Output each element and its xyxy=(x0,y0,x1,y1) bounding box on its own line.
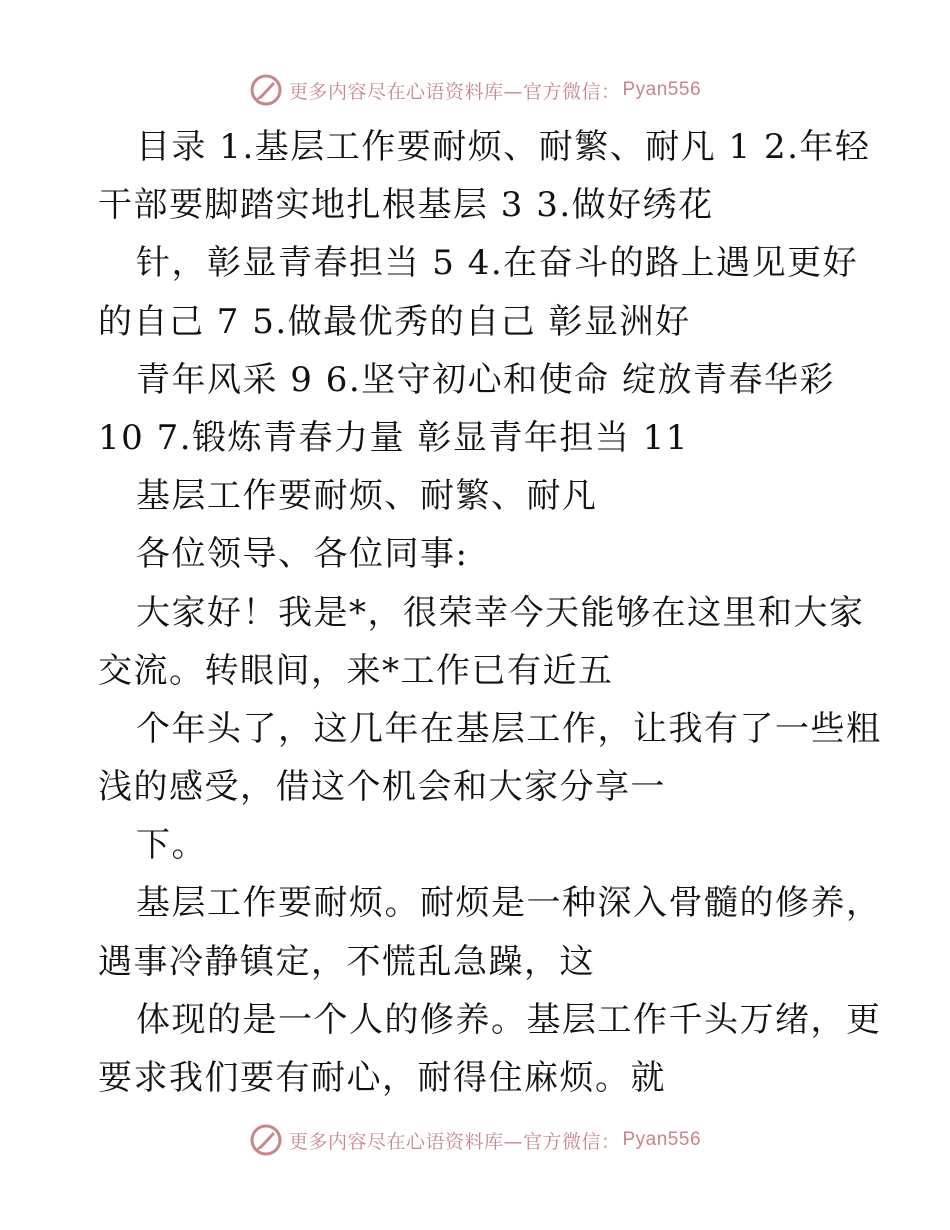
watermark-text: 更多内容尽在心语资料库—官方微信： xyxy=(288,1130,621,1153)
document-body xyxy=(98,118,882,1107)
watermark-wechat-id: Pyan556 xyxy=(622,79,702,100)
text-line: 青年风采 9 6.坚守初心和使命 绽放青春华彩 xyxy=(136,359,835,400)
watermark-wechat-id: Pyan556 xyxy=(622,1129,702,1150)
text-line: 浅的感受，借这个机会和大家分享一 xyxy=(98,767,666,808)
section-heading: 基层工作要耐烦、耐繁、耐凡 xyxy=(136,476,598,517)
text-line: 干部要脚踏实地扎根基层 3 3.做好绣花 xyxy=(98,185,714,226)
quill-logo-icon xyxy=(249,1123,283,1157)
text-line: 的自己 7 5.做最优秀的自己 彰显洲好 xyxy=(98,301,691,342)
watermark-text: 更多内容尽在心语资料库—官方微信： xyxy=(288,80,621,103)
salutation: 各位领导、各位同事: xyxy=(136,534,469,575)
text-line: 目录 1.基层工作要耐烦、耐繁、耐凡 1 2.年轻 xyxy=(136,127,871,167)
footer-watermark xyxy=(0,1120,950,1160)
text-line: 大家好！我是*，很荣幸今天能够在这里和大家 xyxy=(136,592,865,633)
header-watermark xyxy=(0,70,950,110)
text-line: 针，彰显青春担当 5 4.在奋斗的路上遇见更好 xyxy=(136,243,859,284)
text-line: 下。 xyxy=(136,825,207,866)
text-line: 要求我们要有耐心，耐得住麻烦。就 xyxy=(98,1058,666,1098)
text-line: 遇事冷静镇定，不慌乱急躁，这 xyxy=(98,941,595,982)
text-line: 基层工作要耐烦。耐烦是一种深入骨髓的修养， xyxy=(136,883,882,924)
quill-logo-icon xyxy=(249,73,283,107)
text-line: 交流。转眼间，来*工作已有近五 xyxy=(98,650,614,691)
text-line: 个年头了，这几年在基层工作，让我有了一些粗 xyxy=(136,708,882,749)
text-line: 10 7.锻炼青春力量 彰显青年担当 11 xyxy=(98,417,689,458)
text-line: 体现的是一个人的修养。基层工作千头万绪，更 xyxy=(136,999,882,1040)
